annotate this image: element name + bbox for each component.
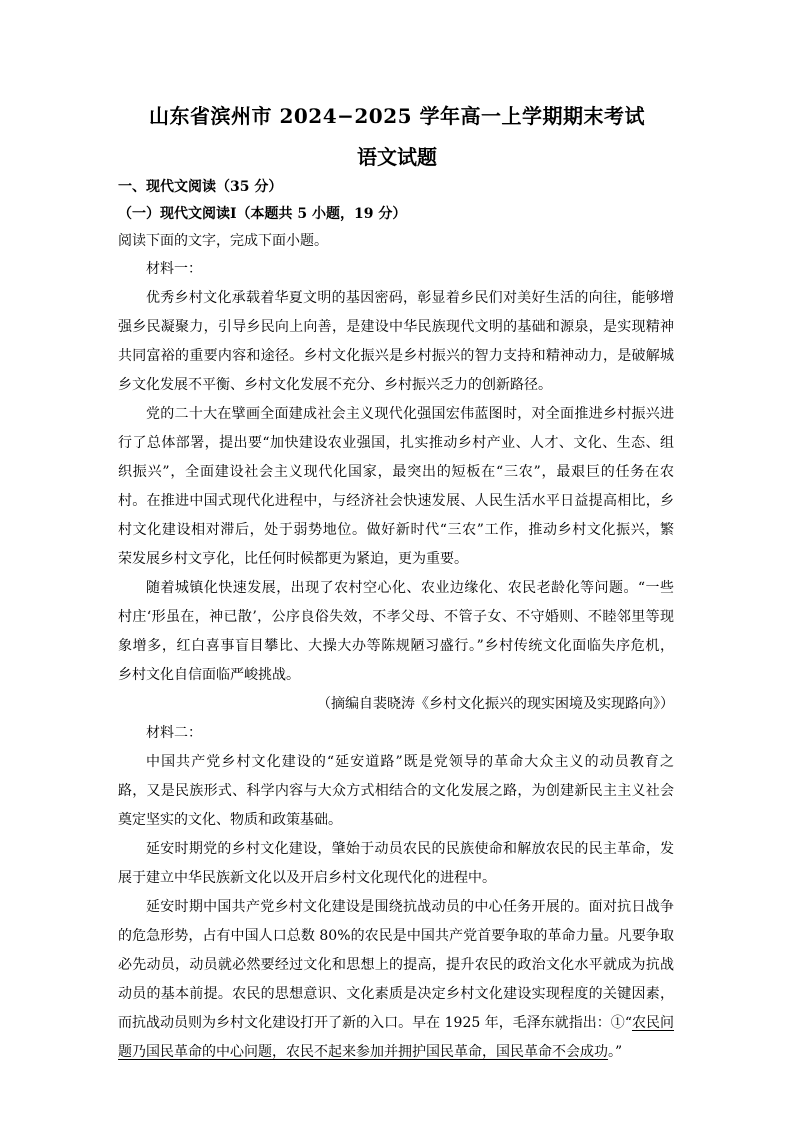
text-line: 路，又是民族形式、科学内容与大众方式相结合的文化发展之路，为创建新民主主义社会 [118, 783, 674, 799]
text-line: 村文化建设相对滞后，处于弱势地位。做好新时代“三农”工作，推动乡村文化振兴，繁 [118, 522, 674, 538]
text-line: 动员的基本前提。农民的思想意识、文化素质是决定乡村文化建设实现程度的关键因素， [118, 986, 674, 1002]
text-line: 必先动员，动员就必然要经过文化和思想上的提高，提升农民的政治文化水平就成为抗战 [118, 957, 674, 973]
text-line: 中国共产党乡村文化建设的“延安道路”既是党领导的革命大众主义的动员教育之 [146, 754, 674, 770]
text-line: 村。在推进中国式现代化进程中，与经济社会快速发展、人民生活水平日益提高相比，乡 [118, 493, 674, 509]
source-citation: （摘编自裴晓涛《乡村文化振兴的现实困境及实现路向》） [317, 696, 674, 712]
text-line: 乡文化发展不平衡、乡村文化发展不充分、乡村振兴乏力的创新路径。 [118, 377, 552, 393]
material-label: 材料二： [146, 725, 202, 741]
text-line [118, 1038, 674, 1067]
text-line: 行了总体部署，提出要“加快建设农业强国，扎实推动乡村产业、人才、文化、生态、组 [118, 435, 674, 451]
text-line: 的危急形势，占有中国人口总数 80%的农民是中国共产党首要争取的革命力量。凡要争取 [118, 928, 674, 944]
underlined-text: 农民问 [631, 1015, 675, 1031]
page-subtitle: 语文试题 [357, 145, 437, 169]
instruction-text: 阅读下面的文字，完成下面小题。 [118, 233, 328, 249]
text-line: 奠定坚实的文化、物质和政策基础。 [118, 812, 342, 828]
text-line: 乡村文化自信面临严峻挑战。 [118, 667, 300, 683]
document-body [118, 174, 674, 1067]
text-line: 村庄‘形虽在，神已散’，公序良俗失效，不孝父母、不管子女、不守婚则、不睦邻里等现 [118, 609, 674, 625]
text-line: 随着城镇化快速发展，出现了农村空心化、农业边缘化、农民老龄化等问题。“一些 [146, 580, 674, 596]
text-segment: 。” [608, 1044, 623, 1060]
text-line: 展于建立中华民族新文化以及开启乡村文化现代化的进程中。 [118, 870, 496, 886]
text-line: 织振兴”，全面建设社会主义现代化国家，最突出的短板在“三农”，最艰巨的任务在农 [118, 464, 674, 480]
text-line: 延安时期中国共产党乡村文化建设是围绕抗战动员的中心任务开展的。面对抗日战争 [146, 899, 674, 915]
text-line: 优秀乡村文化承载着华夏文明的基因密码，彰显着乡民们对美好生活的向往，能够增 [146, 290, 674, 306]
material-label: 材料一： [146, 261, 202, 277]
section-heading: 一、现代文阅读（35 分） [118, 179, 283, 195]
text-line [118, 1009, 674, 1038]
underlined-text: 题乃国民革命的中心问题，农民不起来参加并拥护国民革命，国民革命不会成功 [118, 1044, 608, 1060]
paragraph [118, 574, 674, 690]
paragraph [118, 748, 674, 835]
text-line: 党的二十大在擘画全面建成社会主义现代化强国宏伟蓝图时，对全面推进乡村振兴进 [146, 406, 674, 422]
text-line: 强乡民凝聚力，引导乡民向上向善，是建设中华民族现代文明的基础和源泉，是实现精神 [118, 319, 674, 335]
text-line: 延安时期党的乡村文化建设，肇始于动员农民的民族使命和解放农民的民主革命，发 [146, 841, 674, 857]
text-line: 共同富裕的重要内容和途径。乡村文化振兴是乡村振兴的智力支持和精神动力，是破解城 [118, 348, 674, 364]
text-line: 荣发展乡村文亨化，比任何时候都更为紧迫，更为重要。 [118, 551, 468, 567]
paragraph [118, 893, 674, 1067]
text-line: 象增多，红白喜事盲目攀比、大操大办等陈规陋习盛行。”乡村传统文化面临失序危机， [118, 638, 674, 654]
page-title: 山东省滨州市 2024−2025 学年高一上学期期末考试 [148, 104, 645, 128]
paragraph [118, 835, 674, 893]
subsection-heading: （一）现代文阅读Ⅰ（本题共 5 小题，19 分） [118, 206, 407, 222]
paragraph [118, 284, 674, 400]
paragraph [118, 400, 674, 574]
text-segment: 而抗战动员则为乡村文化建设打开了新的入口。早在 1925 年，毛泽东就指出：①“ [118, 1015, 632, 1031]
